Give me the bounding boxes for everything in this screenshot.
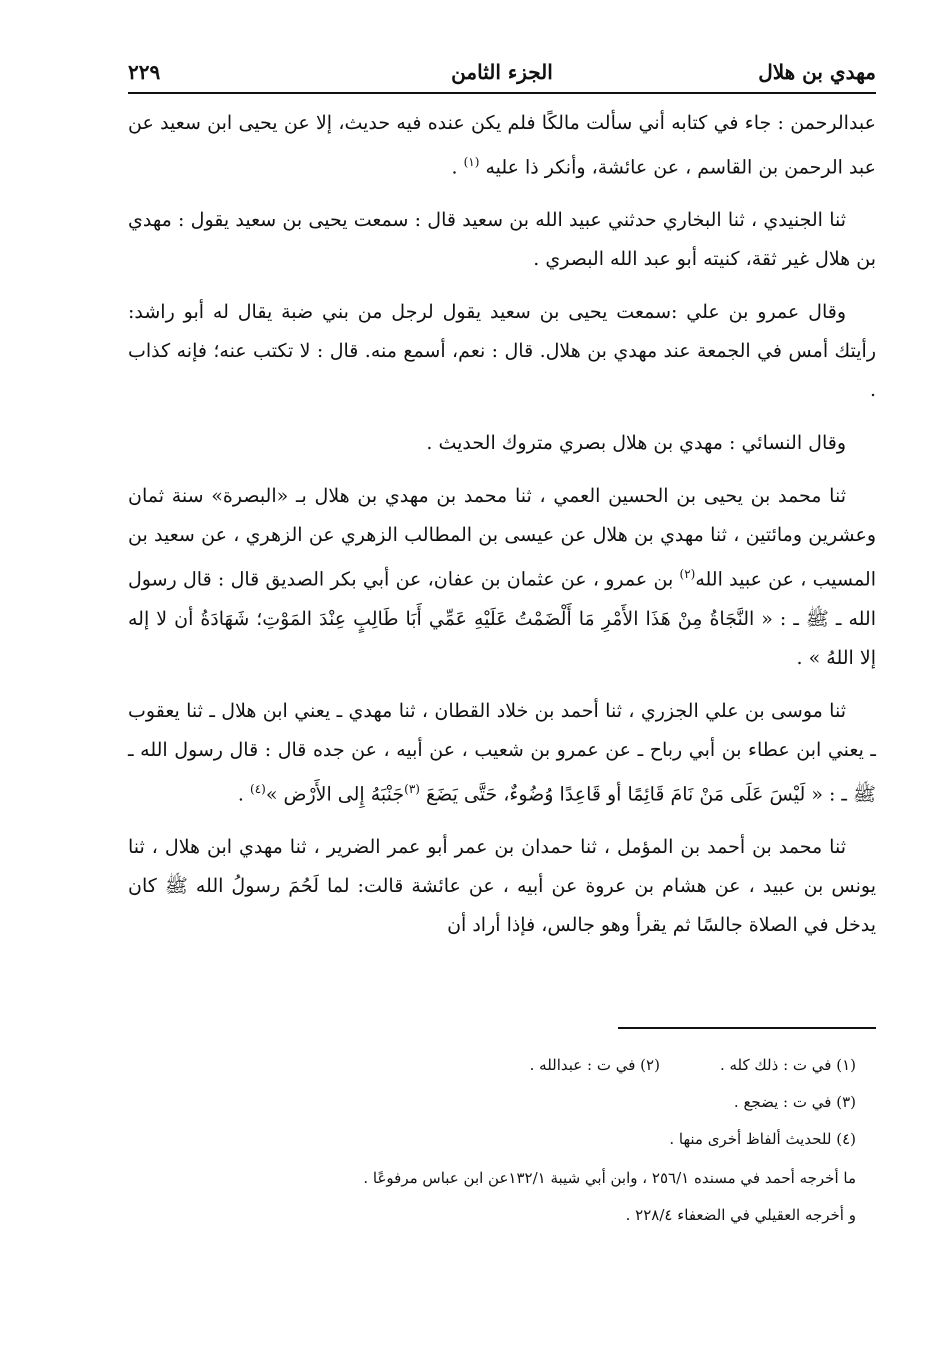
paragraph: ثنا محمد بن أحمد بن المؤمل ، ثنا حمدان بن عمر أبو عمر الضرير ، ثنا مهدي ابن هلال ، ثنا يونس بن عبيد ، عن هشام بن عروة عن أبيه ، عن عائشة قالت: لما لَحُمَ رسولُ الله ﷺ كان يدخل في الصلاة جالسًا ثم يقرأ وهو جالس، فإذا أراد أن [128,835,876,936]
header-rule [128,92,876,94]
footnote-ref: (١) [463,155,480,169]
page-header [128,50,876,94]
footnote-source-1: ما أخرجه أحمد في مسنده ٢٥٦/١ ، وابن أبي شيبة ١٣٢/١عن ابن عباس مرفوعًا . [363,1169,856,1187]
footnote-row [128,1047,856,1084]
footnote-source-2: و أخرجه العقيلي في الضعفاء ٢٢٨/٤ . [625,1206,856,1224]
paragraph: وقال النسائي : مهدي بن هلال بصري متروك الحديث . [426,432,846,455]
footnote-3: (٣) في ت : يضجع . [733,1093,856,1111]
footnote-1: (١) في ت : ذلك كله . [719,1056,856,1074]
section-title: مهدي بن هلال [758,60,876,84]
running-title: الجزء الثامن [451,60,553,84]
paragraph: ثنا محمد بن يحيى بن الحسين العمي ، ثنا محمد بن مهدي بن هلال بـ «البصرة» سنة ثمان وعشرين ومائتين ، ثنا مهدي بن هلال عن عيسى بن المطالب الزهري عن الزهري ، عن سعيد بن المسيب ، عن عبيد الله$^{(٢)}$ بن عمرو ، عن عثمان بن عفان، عن أبي بكر الصديق قال : قال رسول الله ـ ﷺ ـ : « النَّجَاةُ مِنْ هَذَا الأَمْرِ مَا أَلْضَمْتُ عَلَيْهِ عَمِّي أَبَا طَالِبٍ عِنْدَ المَوْتِ؛ شَهَادَةُ أن لا إله إلا اللهُ » . [128,485,877,669]
footnote-ref: (٤) [250,781,266,796]
paragraph: عبدالرحمن : جاء في كتابه أني سألت مالكًا فلم يكن عنده فيه حديث، إلا عن يحيى ابن سعيد عن عبد الرحمن بن القاسم ، عن عائشة، وأنكر ذا عليه $^{(١)}$ . [128,112,876,179]
paragraph: ثنا موسى بن علي الجزري ، ثنا أحمد بن خلاد القطان ، ثنا مهدي ـ يعني ابن هلال ـ ثنا يعقوب ـ يعني ابن عطاء بن أبي رباح ـ عن عمرو بن شعيب ، عن أبيه ، عن جده قال : قال رسول الله ـ ﷺ ـ : « لَيْسَ عَلَى مَنْ نَامَ قَائِمًا أو قَاعِدًا وُضُوءٌ، حَتَّى يَضَعَ $^{(٣)}$جَنْبَهُ إِلى الأَرْض »$^{(٤)}$ . [128,699,876,805]
footnote-ref: (٢) [679,567,696,582]
footnote-2: (٢) في ت : عبدالله . [529,1056,660,1074]
main-text [128,104,876,959]
footnote-rule [618,1027,876,1029]
footnote-ref: (٣) [404,781,420,796]
paragraph: وقال عمرو بن علي :سمعت يحيى بن سعيد يقول لرجل من بني ضبة يقال له أبو راشد: رأيتك أمس في الجمعة عند مهدي بن هلال. قال : نعم، أسمع منه. قال : لا تكتب عنه؛ فإنه كذاب . [128,301,876,402]
footnote-4: (٤) للحديث ألفاظ أخرى منها . [669,1130,856,1148]
paragraph: ثنا الجنيدي ، ثنا البخاري حدثني عبيد الله بن سعيد قال : سمعت يحيى بن سعيد يقول : مهدي بن هلال غير ثقة، كنيته أبو عبد الله البصري . [128,209,876,271]
footnotes [128,1047,856,1234]
page-number: ٢٢٩ [128,60,161,84]
